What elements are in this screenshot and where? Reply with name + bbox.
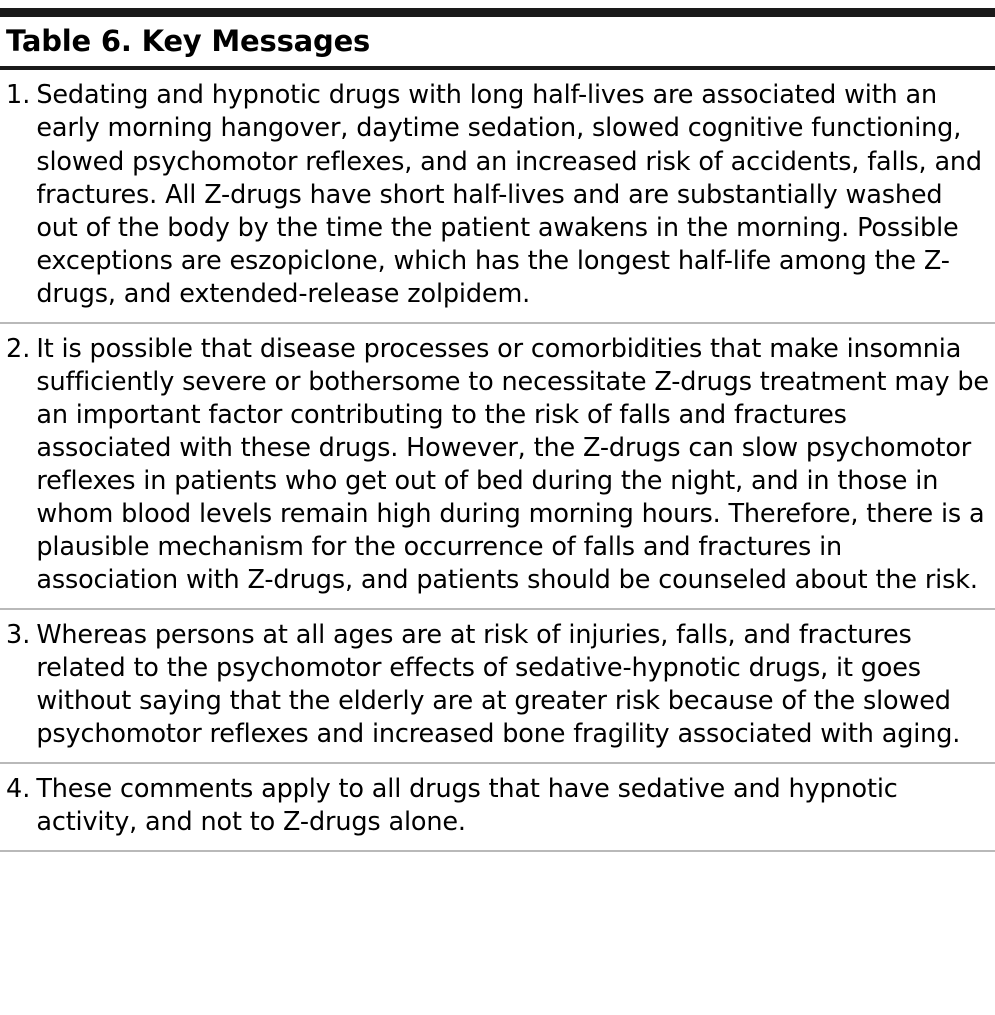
table-row: [0, 610, 995, 762]
table-row: [0, 764, 995, 850]
row-number: 1.: [6, 80, 31, 111]
row-text: It is possible that disease processes or comorbidities that make insomnia sufficiently severe or bothersome to necessitate Z-drugs treatment may be an important factor contributing to the risk of falls and fractures associated with these drugs. However, the Z-drugs can slow psychomotor reflexes in patients who get out of bed during the night, and in those in whom blood levels remain high during morning hours. Therefore, there is a plausible mechanism for the occurrence of falls and fractures in association with Z-drugs, and patients should be counseled about the risk.: [36, 333, 989, 595]
row-number: 4.: [6, 773, 31, 804]
table-title: Table 6. Key Messages: [6, 24, 371, 58]
key-messages-table: [0, 8, 995, 852]
row-text: Sedating and hypnotic drugs with long half-lives are associated with an early morning hangover, daytime sedation, slowed cognitive functioning, slowed psychomotor reflexes, and an increased risk of accidents, falls, and fractures. All Z-drugs have short half-lives and are substantially washed out of the body by the time the patient awakens in the morning. Possible exceptions are eszopiclone, which has the longest half-life among the Z-drugs, and extended-release zolpidem.: [36, 80, 982, 309]
row-number: 2.: [6, 333, 31, 364]
row-text: These comments apply to all drugs that have sedative and hypnotic activity, and not to Z-drugs alone.: [36, 773, 898, 837]
table-row: [0, 324, 995, 608]
row-text: Whereas persons at all ages are at risk of injuries, falls, and fractures related to the psychomotor effects of sedative-hypnotic drugs, it goes without saying that the elderly are at greater risk because of the slowed psychomotor reflexes and increased bone fragility associated with aging.: [36, 619, 961, 749]
row-number: 3.: [6, 619, 31, 650]
table-row: [0, 70, 995, 321]
table-bottom-border: [0, 850, 995, 852]
table-top-border: [0, 8, 995, 17]
